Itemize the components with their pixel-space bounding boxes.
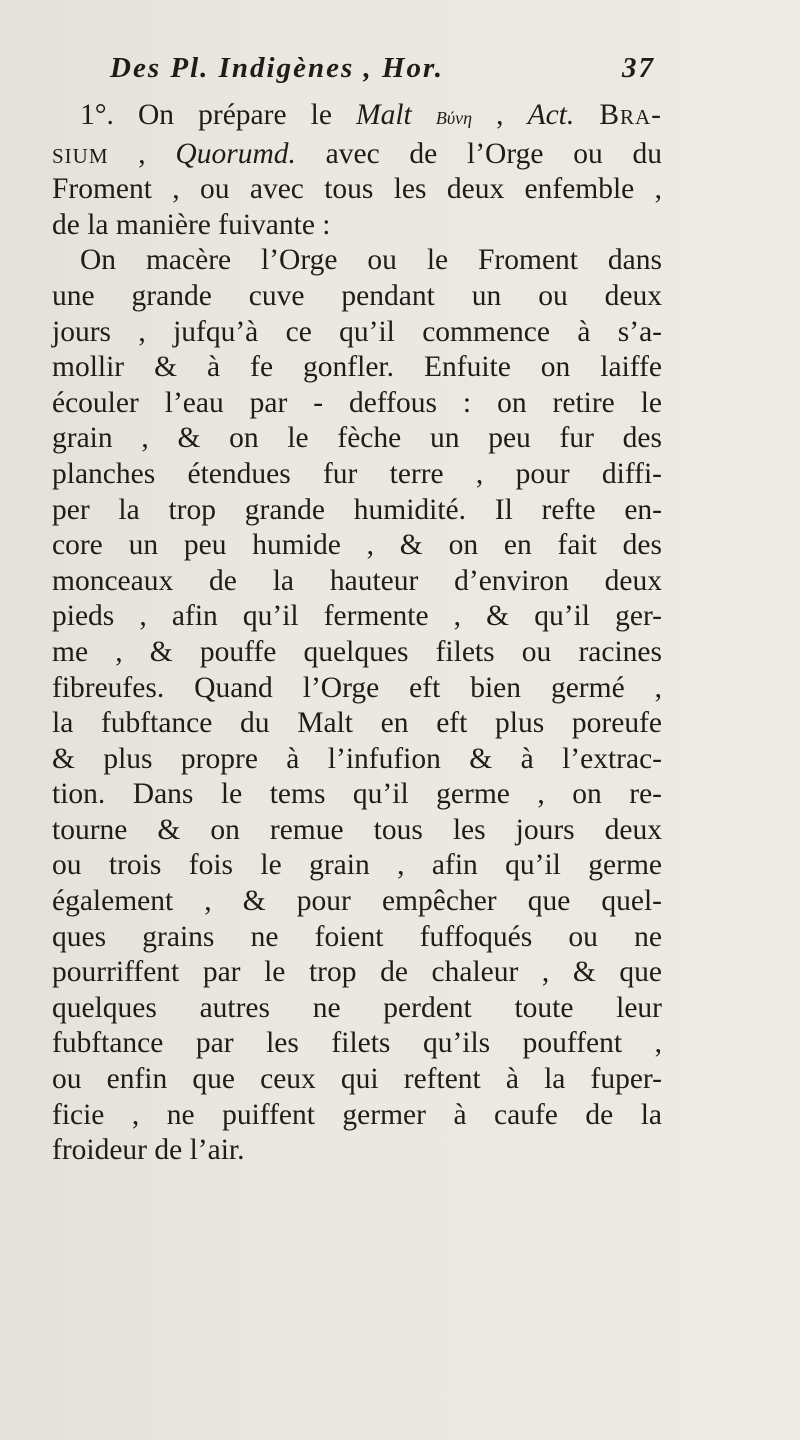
text-line: core un peu humide , & on en fait des <box>52 529 662 562</box>
text-line: & plus propre à l’infufion & à l’extrac- <box>52 742 662 775</box>
malt-term: Malt <box>356 99 412 131</box>
text-line: On macère l’Orge ou le Froment dans <box>80 244 662 277</box>
text-line: ou trois fois le grain , afin qu’il germe <box>52 849 662 882</box>
greek-term: Bύνη <box>435 108 473 128</box>
text-line: froideur de l’air. <box>52 1134 245 1167</box>
text-line: ou enfin que ceux qui reftent à la fuper- <box>52 1063 662 1096</box>
running-title: Des Pl. Indigènes , Hor. <box>110 52 444 84</box>
text-line: tion. Dans le tems qu’il germe , on re- <box>52 778 662 811</box>
text-line: également , & pour empêcher que quel- <box>52 885 662 918</box>
text-line: quelques autres ne perdent toute leur <box>52 991 662 1024</box>
text-line: mollir & à fe gonfler. Enfuite on laiffe <box>52 351 662 384</box>
text-line: la fubftance du Malt en eft plus poreufe <box>52 707 662 740</box>
text-line: ques grains ne foient fuffoqués ou ne <box>52 920 662 953</box>
text-line: pourriffent par le trop de chaleur , & que <box>52 956 662 989</box>
text-line: écouler l’eau par - deffous : on retire le <box>52 386 662 419</box>
text-line: tourne & on remue tous les jours deux <box>52 813 662 846</box>
text-line: per la trop grande humidité. Il refte en- <box>52 493 662 526</box>
text-line: fibreufes. Quand l’Orge eft bien germé , <box>52 671 662 704</box>
running-header <box>110 52 655 85</box>
text-line: me , & pouffe quelques filets ou racines <box>52 635 662 668</box>
page-number: 37 <box>622 52 655 84</box>
text-line: une grande cuve pendant un ou deux <box>52 279 662 312</box>
text-line: jours , jufqu’à ce qu’il commence à s’a- <box>52 315 662 348</box>
text-line: Froment , ou avec tous les deux enfemble , <box>52 173 662 206</box>
text-line: planches étendues fur terre , pour diffi- <box>52 457 662 490</box>
act-abbrev: Act. <box>527 99 575 131</box>
quorumd-term: Quorumd. <box>175 137 296 170</box>
text-line: de la manière fuivante : <box>52 208 331 241</box>
body-text <box>52 98 662 1169</box>
text-line: pieds , afin qu’il fermente , & qu’il ger- <box>52 600 662 633</box>
text-line: ficie , ne puiffent germer à caufe de la <box>52 1098 662 1131</box>
text-line: grain , & on le fèche un peu fur des <box>52 422 662 455</box>
text-line: monceaux de la hauteur d’environ deux <box>52 564 662 597</box>
text-line: sium , Quorumd. avec de l’Orge ou du <box>52 137 662 170</box>
text-line: fubftance par les filets qu’ils pouffent , <box>52 1027 662 1060</box>
text-line: 1°. On prépare le Malt Bύνη , Act. Bra- <box>80 99 663 131</box>
